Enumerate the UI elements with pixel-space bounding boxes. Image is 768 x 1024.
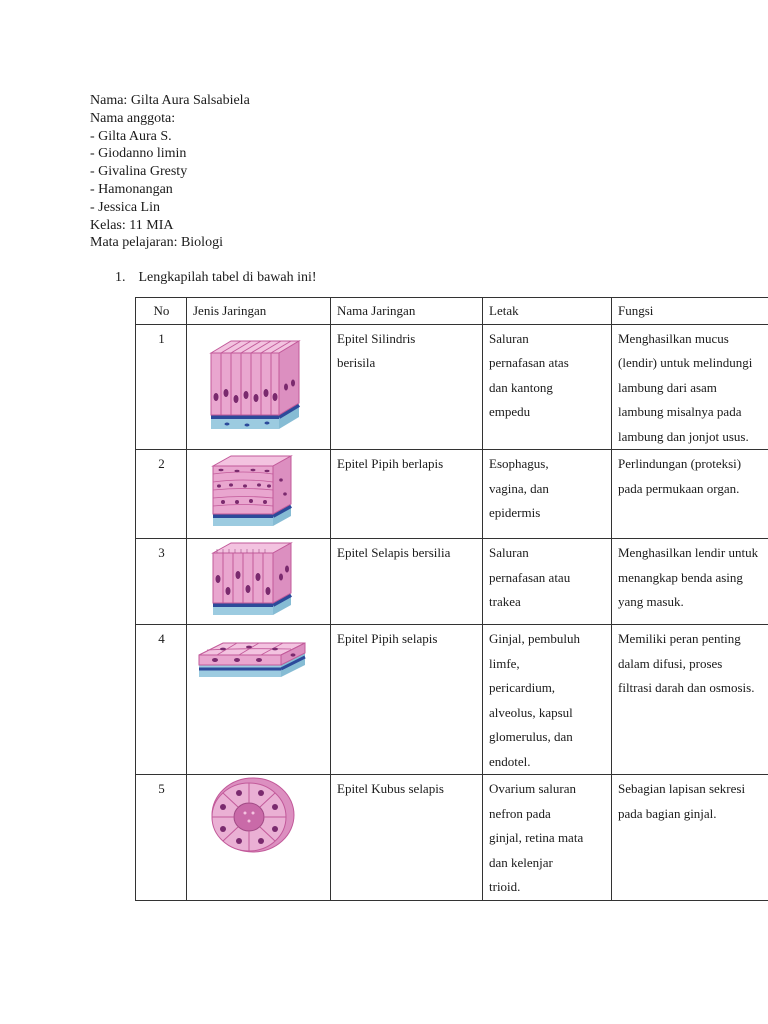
simple-squamous-epithelium-image (187, 625, 319, 695)
location-line: Saluran (489, 330, 529, 346)
member-item: - Hamonangan (90, 181, 173, 197)
tissue-image-cell (187, 625, 331, 775)
location-line: dan kantong (489, 379, 553, 395)
table-row (136, 324, 768, 450)
function-line: dalam difusi, proses (618, 655, 723, 671)
function-line: pada bagian ginjal. (618, 805, 717, 821)
function-line: Perlindungan (proteksi) (618, 456, 742, 471)
row-number: 1 (136, 324, 187, 450)
tissue-name-line: Epitel Selapis bersilia (337, 545, 451, 560)
stratified-squamous-epithelium-image (187, 450, 319, 536)
tissue-name (331, 625, 483, 775)
row-number: 4 (136, 625, 187, 775)
table-row (136, 539, 768, 625)
pseudostratified-ciliated-epithelium-image (187, 539, 319, 623)
location-line: glomerulus, dan (489, 729, 573, 744)
function-line: (lendir) untuk melindungi (618, 355, 753, 370)
class-info: Kelas: 11 MIA (90, 217, 174, 233)
instruction-text: Lengkapilah tabel di bawah ini! (138, 270, 317, 285)
tissue-image-cell (187, 775, 331, 901)
table-row (136, 450, 768, 539)
location-line: pernafasan atas (489, 355, 569, 370)
tissue-name-line: berisila (337, 355, 376, 370)
location-line: limfe, (489, 655, 520, 671)
tissue-location (483, 324, 612, 450)
student-name: Nama: Gilta Aura Salsabiela (90, 93, 250, 108)
tissue-location (483, 450, 612, 539)
simple-cuboidal-epithelium-image (187, 775, 319, 867)
member-item: - Giodanno limin (90, 146, 187, 162)
function-line: yang masuk. (618, 594, 684, 609)
tissue-name (331, 539, 483, 625)
tissue-name-line: Epitel Kubus selapis (337, 781, 444, 796)
member-item: - Givalina Gresty (90, 164, 188, 180)
location-line: vagina, dan (489, 480, 549, 496)
location-line: Esophagus, (489, 456, 549, 471)
tissue-name (331, 324, 483, 450)
function-line: Menghasilkan mucus (618, 330, 729, 346)
function-line: lambung dan jonjot usus. (618, 428, 749, 444)
location-line: trioid. (489, 879, 521, 894)
tissue-location (483, 625, 612, 775)
location-line: Ginjal, pembuluh (489, 631, 580, 646)
function-line: menangkap benda asing (618, 569, 743, 585)
tissue-table (135, 297, 768, 901)
table-row (136, 625, 768, 775)
row-number: 3 (136, 539, 187, 625)
tissue-name (331, 450, 483, 539)
function-line: Menghasilkan lendir untuk (618, 545, 759, 560)
tissue-function (612, 539, 768, 625)
function-line: lambung misalnya pada (618, 404, 742, 419)
location-line: endotel. (489, 753, 531, 769)
column-header-location: Letak (483, 298, 612, 325)
location-line: Ovarium saluran (489, 781, 577, 796)
location-line: pernafasan atau (489, 569, 571, 585)
tissue-function (612, 625, 768, 775)
members-label: Nama anggota: (90, 110, 176, 126)
function-line: pada permukaan organ. (618, 480, 740, 496)
column-header-type: Jenis Jaringan (187, 298, 331, 325)
instruction-number: 1. (115, 270, 126, 285)
column-header-function: Fungsi (612, 298, 768, 325)
location-line: nefron pada (489, 805, 551, 821)
tissue-image-cell (187, 324, 331, 450)
location-line: alveolus, kapsul (489, 704, 573, 720)
tissue-location (483, 775, 612, 901)
simple-columnar-ciliated-epithelium-image (187, 325, 319, 443)
column-header-no: No (136, 298, 187, 325)
function-line: filtrasi darah dan osmosis. (618, 680, 755, 695)
function-line: Memiliki peran penting (618, 631, 741, 646)
member-item: - Jessica Lin (90, 199, 160, 215)
location-line: ginjal, retina mata (489, 830, 584, 845)
location-line: dan kelenjar (489, 854, 553, 870)
function-line: lambung dari asam (618, 379, 717, 395)
row-number: 5 (136, 775, 187, 901)
tissue-name-line: Epitel Pipih berlapis (337, 456, 444, 471)
subject-info: Mata pelajaran: Biologi (90, 235, 223, 251)
table-header-row (136, 298, 768, 325)
tissue-image-cell (187, 450, 331, 539)
tissue-function (612, 450, 768, 539)
tissue-location (483, 539, 612, 625)
tissue-function (612, 324, 768, 450)
function-line: Sebagian lapisan sekresi (618, 781, 746, 796)
location-line: trakea (489, 594, 521, 609)
location-line: Saluran (489, 545, 529, 560)
tissue-image-cell (187, 539, 331, 625)
instruction (115, 270, 317, 286)
member-item: - Gilta Aura S. (90, 128, 172, 144)
student-info (90, 92, 250, 252)
row-number: 2 (136, 450, 187, 539)
location-line: empedu (489, 404, 531, 419)
location-line: pericardium, (489, 680, 556, 695)
column-header-name: Nama Jaringan (331, 298, 483, 325)
tissue-function (612, 775, 768, 901)
tissue-name-line: Epitel Pipih selapis (337, 631, 438, 646)
tissue-name (331, 775, 483, 901)
table-row (136, 775, 768, 901)
location-line: epidermis (489, 505, 541, 520)
tissue-name-line: Epitel Silindris (337, 330, 416, 346)
